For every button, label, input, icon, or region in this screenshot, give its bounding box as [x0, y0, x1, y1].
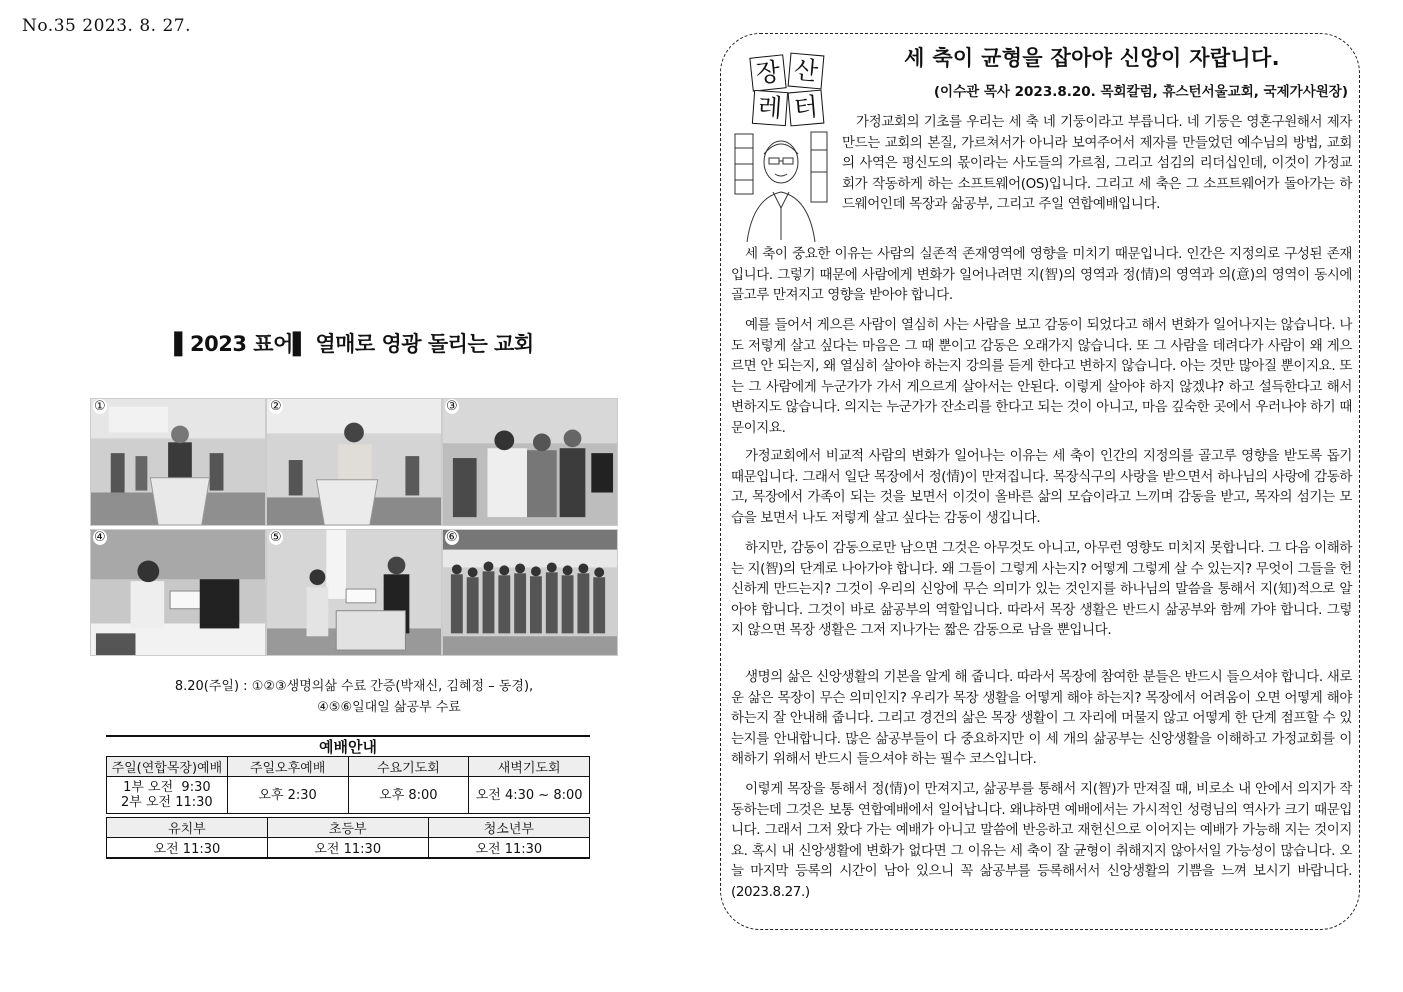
- photo-number: ②: [270, 399, 282, 414]
- header-wednesday-prayer: 수요기도회: [348, 757, 469, 777]
- youth-time: 오전 11:30: [428, 838, 589, 859]
- letter-paragraph-4: 가정교회에서 비교적 사람의 변화가 일어나는 이유는 세 축이 인간의 지정의를 골고루 영향을 받도록 돕기 때문입니다. 그래서 일단 목장에서 정(情)이 만져집니다. 목장식구의 사랑을 받으면서 하나님의 사랑에 감동하고, 목장에서 가족이 되는 것을 보면서 이것이 올바른 삶의 모습이라고 느끼며 감동을 받고, 목자의 섬기는 모습을 보면서 나도 저렇게 살고 싶다는 감동이 생깁니다.: [731, 448, 1352, 526]
- issue-date: No.35 2023. 8. 27.: [22, 16, 191, 36]
- photo-number: ⑥: [446, 530, 458, 545]
- department-times-table: [106, 817, 590, 859]
- photo-5-certificate: [266, 529, 442, 656]
- service-times-table: [106, 756, 590, 814]
- header-kindergarten: 유치부: [107, 818, 268, 838]
- letter-paragraph-6: 생명의 삶은 신앙생활의 기본을 알게 해 줍니다. 따라서 목장에 참여한 분들은 반드시 들으셔야 합니다. 새로운 삶은 목장이 무슨 의미인지? 우리가 목장 생활을 어떻게 해야 하는지? 목장에서 어려움이 오면 어떻게 해야 하는지 잘 안내해 줍니다. 그리고 경건의 삶은 목장 생활이 그 자리에 머물지 않고 어떻게 한 단계 점프할 수 있는지를 안내합니다. 많은 삶공부들이 다 중요하지만 이 세 개의 삶공부는 신앙생활을 이해하고 가정교회를 이해하기 위해서 반드시 들으셔야 하는 필수 코스입니다.: [731, 669, 1352, 767]
- letter-paragraph-1: 가정교회의 기초를 우리는 세 축 네 기둥이라고 부릅니다. 네 기둥은 영혼구원해서 제자 만드는 교회의 본질, 가르쳐서가 아니라 보여주어서 제자를 만들었던 예수님의 방법, 교회의 사역은 평신도의 몫이라는 사도들의 가르침, 그리고 섬김의 리더십인데, 이것이 가정교회가 작동하게 하는 소프트웨어(OS)입니다. 그리고 세 축은 그 소프트웨어가 돌아가는 하드웨어인데 목장과 삶공부, 그리고 주일 연합예배입니다.: [842, 114, 1352, 212]
- worship-schedule: [106, 735, 590, 859]
- logo-char: 산: [788, 53, 825, 90]
- sunday-service-times: [107, 777, 228, 814]
- wednesday-prayer-time: 오후 8:00: [348, 777, 469, 814]
- letter-paragraph-7: 이렇게 목장을 통해서 정(情)이 만져지고, 삶공부를 통해서 지(智)가 만져질 때, 비로소 내 안에서 의지가 작동하는데 그것은 보통 연합예배에서 일어납니다. 왜냐하면 예배에서는 가시적인 성령님의 역사가 크기 때문입니다. 그래서 그저 왔다 가는 예배가 아니고 말씀에 반응하고 재헌신으로 이어지는 예배가 가능해 지는 것이지요. 혹시 내 신앙생활에 변화가 없다면 그 이유는 세 축이 잘 균형이 취해지지 않아서일 가능성이 많습니다. 오늘 마지막 등록의 시간이 남아 있으니 꼭 삶공부를 등록해서서 신앙생활의 기쁨을 느껴 보시기 바랍니다.(2023.8.27.): [731, 781, 1352, 900]
- photo-grid: [90, 398, 618, 657]
- yearly-motto: ▌2023 표어▌ 열매로 영광 돌리는 교회: [174, 332, 534, 356]
- photo-2-woman-speaking: [266, 398, 442, 526]
- photo-6-group: [442, 529, 618, 656]
- photo-1-speaker-at-podium: [90, 398, 266, 526]
- header-sunday-service: 주일(연합목장)예배: [107, 757, 228, 777]
- photo-number: ⑤: [270, 530, 282, 545]
- photo-number: ④: [94, 530, 106, 545]
- jangsan-letter-logo: [749, 54, 827, 126]
- caption-line-1: 8.20(주일) : ①②③생명의삶 수료 간증(박재신, 김혜정 – 동경),: [174, 679, 534, 694]
- photo-4-certificate: [90, 529, 266, 656]
- schedule-title: 예배안내: [106, 735, 590, 756]
- sunday-afternoon-time: 오후 2:30: [227, 777, 348, 814]
- logo-char: 레: [752, 90, 788, 126]
- letter-paragraph-3: 예를 들어서 게으른 사람이 열심히 사는 사람을 보고 감동이 되었다고 해서 변화가 일어나지는 않습니다. 나도 저렇게 살고 싶다는 마음은 그 때 뿐이고 감동은 오래가지 않습니다. 또 그 사람을 데려다가 사람이 왜 게으르면 안 되는지, 왜 열심히 살아야 하는지 강의를 듣게 한다고 변하지 않습니다. 아는 것만 많아질 뿐이지요. 또는 그 사람에게 누군가가 가서 게으르게 살아서는 안된다. 이렇게 살아야 하지 않겠냐? 하고 설득한다고 해서 변하지도 않습니다. 의지는 누군가가 잔소리를 한다고 되는 것이 아니고, 마음 깊숙한 곳에서 우러나야 하기 때문이지요.: [731, 317, 1352, 436]
- letter-byline: (이수관 목사 2023.8.20. 목회칼럼, 휴스턴서울교회, 국제가사원장): [933, 84, 1348, 100]
- logo-char: 터: [788, 90, 825, 127]
- letter-title: 세 축이 균형을 잡아야 신앙이 자랍니다.: [904, 46, 1280, 70]
- second-service-time: 2부 오전 11:30: [121, 795, 213, 810]
- first-service-time: 1부 오전 9:30: [123, 780, 211, 795]
- elementary-time: 오전 11:30: [267, 838, 428, 859]
- dawn-prayer-time: 오전 4:30 ~ 8:00: [469, 777, 590, 814]
- header-elementary: 초등부: [267, 818, 428, 838]
- header-dawn-prayer: 새벽기도회: [469, 757, 590, 777]
- header-sunday-afternoon: 주일오후예배: [227, 757, 348, 777]
- pastor-portrait-sketch: [733, 128, 829, 242]
- photo-number: ③: [446, 399, 458, 414]
- kindergarten-time: 오전 11:30: [107, 838, 268, 859]
- header-youth: 청소년부: [428, 818, 589, 838]
- photo-number: ①: [94, 399, 106, 414]
- photo-3-embrace: [442, 398, 618, 526]
- photo-caption: [90, 676, 618, 718]
- letter-paragraph-2: 세 축이 중요한 이유는 사람의 실존적 존재영역에 영향을 미치기 때문입니다. 인간은 지정의로 구성된 존재입니다. 그렇기 때문에 사람에게 변화가 일어나려면 지(智)의 영역과 정(情)의 영역과 의(意)의 영역이 동시에 골고루 만져지고 영향을 받아야 합니다.: [731, 246, 1352, 303]
- caption-line-2: ④⑤⑥일대일 삶공부 수료: [317, 700, 461, 715]
- logo-char: 장: [749, 54, 786, 91]
- letter-paragraph-5: 하지만, 감동이 감동으로만 남으면 그것은 아무것도 아니고, 아무런 영향도 미치지 못합니다. 그 다음 이해하는 지(智)의 단계로 나아가야 합니다. 왜 그들이 그렇게 사는지? 어떻게 그렇게 살 수 있는지? 무엇이 그들을 헌신하게 만드는지? 그것이 우리의 신앙에 무슨 의미가 있는 것인지를 하나님의 말씀을 통해서 지(知)적으로 알아야 합니다. 그것이 바로 삶공부의 역할입니다. 따라서 목장 생활은 반드시 삶공부와 함께 가야 합니다. 그렇지 않으면 목장 생활은 그저 지나가는 짧은 감동으로 남을 뿐입니다.: [731, 540, 1352, 638]
